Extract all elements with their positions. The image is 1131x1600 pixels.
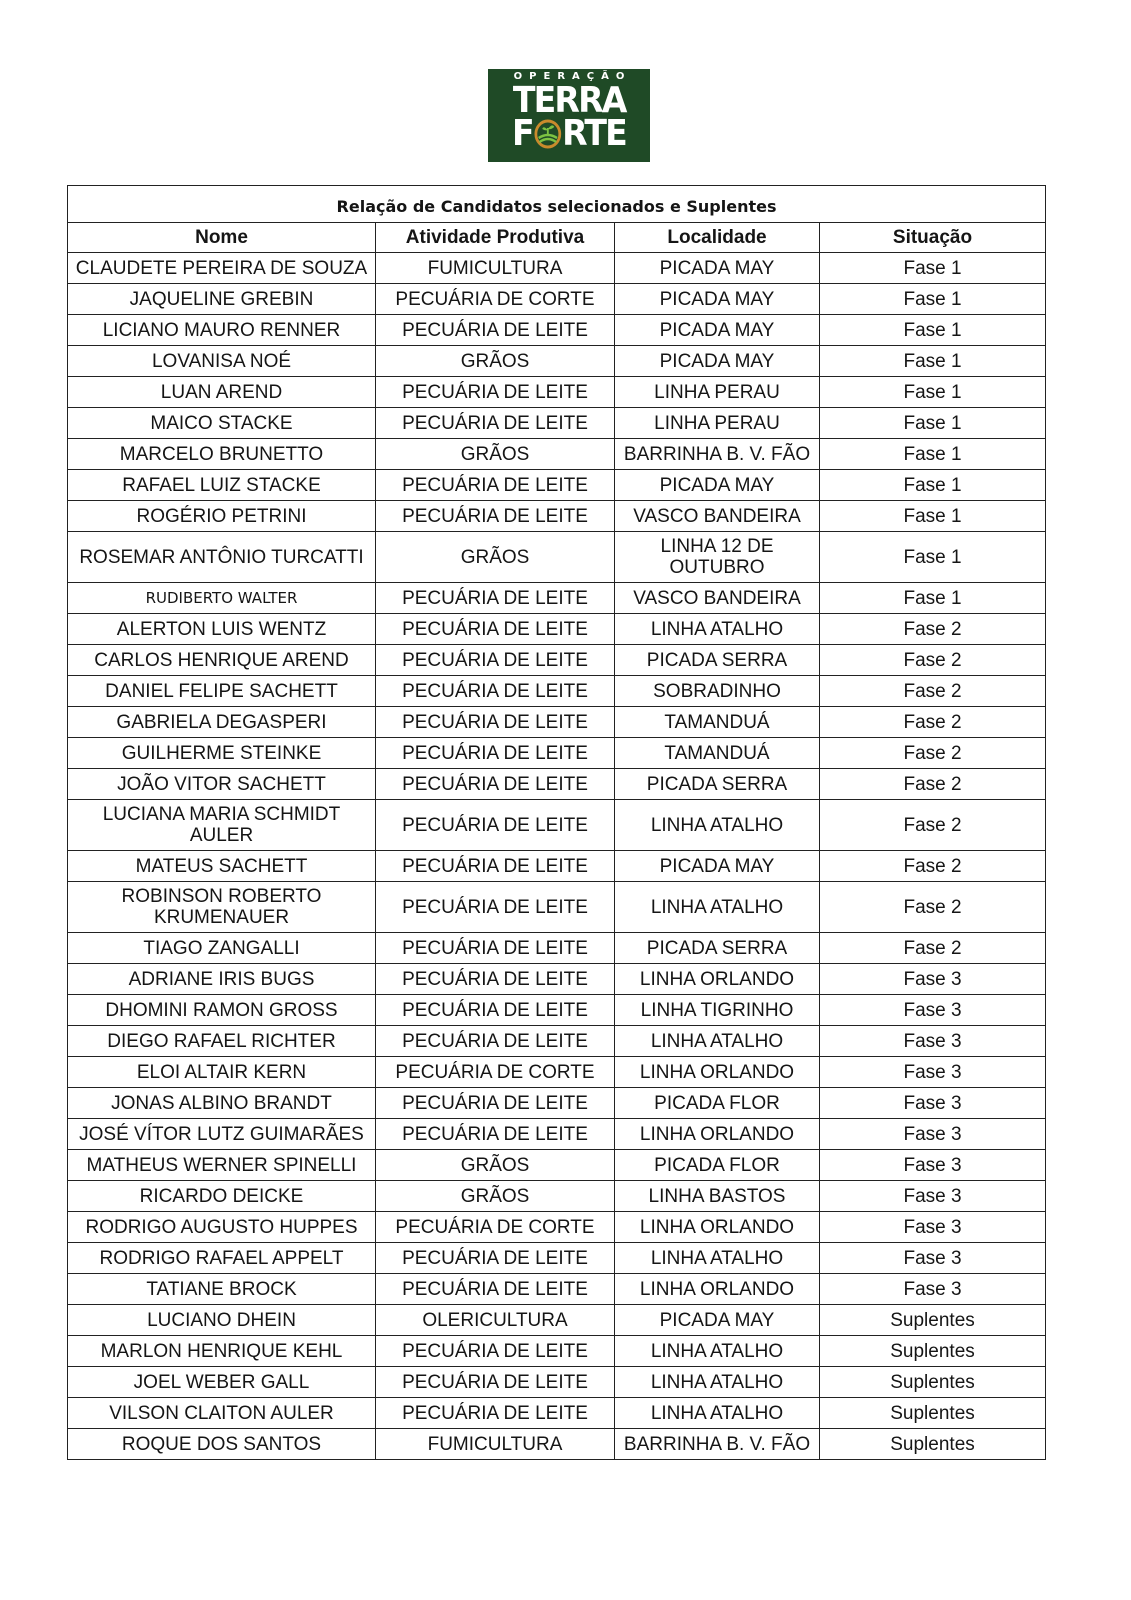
cell-nome: RODRIGO AUGUSTO HUPPES: [68, 1212, 376, 1243]
cell-atividade: PECUÁRIA DE LEITE: [376, 470, 615, 501]
candidates-table-container: [67, 185, 1045, 1460]
cell-localidade: VASCO BANDEIRA: [615, 501, 820, 532]
table-row: [68, 851, 1046, 882]
cell-localidade: PICADA MAY: [615, 1305, 820, 1336]
cell-localidade: LINHA ATALHO: [615, 1026, 820, 1057]
cell-localidade: BARRINHA B. V. FÃO: [615, 1429, 820, 1460]
table-caption: Relação de Candidatos selecionados e Suplentes: [68, 186, 1046, 223]
table-header-row: [68, 223, 1046, 253]
cell-localidade: TAMANDUÁ: [615, 738, 820, 769]
cell-situacao: Fase 2: [820, 614, 1046, 645]
cell-atividade: PECUÁRIA DE LEITE: [376, 769, 615, 800]
cell-localidade: PICADA SERRA: [615, 933, 820, 964]
cell-situacao: Fase 3: [820, 995, 1046, 1026]
cell-atividade: PECUÁRIA DE LEITE: [376, 738, 615, 769]
cell-atividade: PECUÁRIA DE LEITE: [376, 408, 615, 439]
cell-atividade: FUMICULTURA: [376, 1429, 615, 1460]
cell-nome: TATIANE BROCK: [68, 1274, 376, 1305]
cell-atividade: PECUÁRIA DE LEITE: [376, 964, 615, 995]
cell-nome: DHOMINI RAMON GROSS: [68, 995, 376, 1026]
cell-localidade: PICADA SERRA: [615, 645, 820, 676]
cell-atividade: PECUÁRIA DE LEITE: [376, 933, 615, 964]
cell-situacao: Fase 3: [820, 1119, 1046, 1150]
candidates-table: [67, 185, 1046, 1460]
cell-atividade: PECUÁRIA DE LEITE: [376, 501, 615, 532]
cell-localidade: BARRINHA B. V. FÃO: [615, 439, 820, 470]
cell-nome: JONAS ALBINO BRANDT: [68, 1088, 376, 1119]
table-row: [68, 995, 1046, 1026]
cell-nome: TIAGO ZANGALLI: [68, 933, 376, 964]
table-row: [68, 1181, 1046, 1212]
table-row: [68, 501, 1046, 532]
cell-situacao: Fase 2: [820, 851, 1046, 882]
cell-situacao: Fase 3: [820, 1212, 1046, 1243]
cell-situacao: Fase 3: [820, 1274, 1046, 1305]
cell-situacao: Fase 1: [820, 439, 1046, 470]
cell-atividade: PECUÁRIA DE LEITE: [376, 645, 615, 676]
cell-atividade: PECUÁRIA DE CORTE: [376, 1212, 615, 1243]
cell-localidade: LINHA ATALHO: [615, 1367, 820, 1398]
cell-situacao: Fase 3: [820, 1026, 1046, 1057]
cell-situacao: Fase 3: [820, 1088, 1046, 1119]
cell-situacao: Fase 2: [820, 676, 1046, 707]
cell-nome: CLAUDETE PEREIRA DE SOUZA: [68, 253, 376, 284]
cell-nome: MATEUS SACHETT: [68, 851, 376, 882]
table-row: [68, 532, 1046, 583]
cell-localidade: LINHA ATALHO: [615, 1398, 820, 1429]
cell-situacao: Suplentes: [820, 1305, 1046, 1336]
cell-atividade: PECUÁRIA DE LEITE: [376, 614, 615, 645]
cell-nome: LUCIANA MARIA SCHMIDT AULER: [68, 800, 376, 851]
cell-nome: GUILHERME STEINKE: [68, 738, 376, 769]
cell-situacao: Fase 2: [820, 769, 1046, 800]
cell-nome: ALERTON LUIS WENTZ: [68, 614, 376, 645]
cell-localidade: LINHA ORLANDO: [615, 964, 820, 995]
cell-situacao: Fase 1: [820, 253, 1046, 284]
table-row: [68, 1057, 1046, 1088]
cell-atividade: PECUÁRIA DE LEITE: [376, 315, 615, 346]
cell-localidade: LINHA ATALHO: [615, 614, 820, 645]
table-body: [68, 253, 1046, 1460]
table-row: [68, 408, 1046, 439]
cell-nome: VILSON CLAITON AULER: [68, 1398, 376, 1429]
cell-situacao: Fase 3: [820, 1057, 1046, 1088]
cell-situacao: Fase 1: [820, 346, 1046, 377]
table-row: [68, 1305, 1046, 1336]
cell-localidade: LINHA 12 DE OUTUBRO: [615, 532, 820, 583]
cell-localidade: PICADA MAY: [615, 284, 820, 315]
cell-atividade: PECUÁRIA DE LEITE: [376, 1336, 615, 1367]
table-row: [68, 346, 1046, 377]
cell-atividade: GRÃOS: [376, 1150, 615, 1181]
cell-nome: JAQUELINE GREBIN: [68, 284, 376, 315]
cell-situacao: Fase 3: [820, 1181, 1046, 1212]
cell-localidade: LINHA ATALHO: [615, 882, 820, 933]
cell-localidade: PICADA MAY: [615, 315, 820, 346]
cell-nome: ELOI ALTAIR KERN: [68, 1057, 376, 1088]
cell-localidade: LINHA ATALHO: [615, 1336, 820, 1367]
header-atividade-produtiva: Atividade Produtiva: [376, 223, 615, 253]
table-row: [68, 1274, 1046, 1305]
cell-situacao: Fase 3: [820, 1150, 1046, 1181]
cell-situacao: Fase 2: [820, 882, 1046, 933]
cell-nome: LICIANO MAURO RENNER: [68, 315, 376, 346]
cell-atividade: PECUÁRIA DE LEITE: [376, 882, 615, 933]
cell-nome: MATHEUS WERNER SPINELLI: [68, 1150, 376, 1181]
cell-localidade: LINHA ORLANDO: [615, 1119, 820, 1150]
table-row: [68, 315, 1046, 346]
table-row: [68, 284, 1046, 315]
cell-localidade: PICADA SERRA: [615, 769, 820, 800]
table-row: [68, 1336, 1046, 1367]
cell-situacao: Fase 1: [820, 501, 1046, 532]
cell-situacao: Fase 2: [820, 707, 1046, 738]
cell-localidade: LINHA PERAU: [615, 408, 820, 439]
cell-situacao: Suplentes: [820, 1367, 1046, 1398]
table-row: [68, 1088, 1046, 1119]
cell-atividade: PECUÁRIA DE LEITE: [376, 1243, 615, 1274]
cell-localidade: PICADA MAY: [615, 253, 820, 284]
cell-situacao: Fase 1: [820, 284, 1046, 315]
cell-atividade: GRÃOS: [376, 532, 615, 583]
cell-nome: DANIEL FELIPE SACHETT: [68, 676, 376, 707]
table-row: [68, 1243, 1046, 1274]
cell-atividade: PECUÁRIA DE LEITE: [376, 800, 615, 851]
cell-atividade: PECUÁRIA DE LEITE: [376, 676, 615, 707]
cell-localidade: VASCO BANDEIRA: [615, 583, 820, 614]
table-row: [68, 439, 1046, 470]
cell-situacao: Suplentes: [820, 1398, 1046, 1429]
cell-localidade: LINHA PERAU: [615, 377, 820, 408]
cell-localidade: LINHA ORLANDO: [615, 1212, 820, 1243]
logo-line-forte: [512, 113, 626, 154]
cell-atividade: PECUÁRIA DE LEITE: [376, 995, 615, 1026]
cell-nome: LOVANISA NOÉ: [68, 346, 376, 377]
cell-atividade: PECUÁRIA DE LEITE: [376, 1119, 615, 1150]
cell-nome: ADRIANE IRIS BUGS: [68, 964, 376, 995]
table-row: [68, 882, 1046, 933]
table-row: [68, 377, 1046, 408]
table-row: [68, 1119, 1046, 1150]
table-row: [68, 707, 1046, 738]
cell-situacao: Fase 3: [820, 1243, 1046, 1274]
cell-nome: ROGÉRIO PETRINI: [68, 501, 376, 532]
cell-localidade: PICADA MAY: [615, 346, 820, 377]
table-row: [68, 1150, 1046, 1181]
table-row: [68, 614, 1046, 645]
cell-atividade: PECUÁRIA DE LEITE: [376, 583, 615, 614]
cell-situacao: Suplentes: [820, 1429, 1046, 1460]
cell-atividade: FUMICULTURA: [376, 253, 615, 284]
cell-situacao: Fase 2: [820, 645, 1046, 676]
cell-localidade: LINHA ATALHO: [615, 1243, 820, 1274]
table-row: [68, 964, 1046, 995]
table-row: [68, 583, 1046, 614]
operacao-terra-forte-logo: [488, 69, 650, 162]
cell-nome: ROQUE DOS SANTOS: [68, 1429, 376, 1460]
cell-nome: JOSÉ VÍTOR LUTZ GUIMARÃES: [68, 1119, 376, 1150]
cell-nome: MAICO STACKE: [68, 408, 376, 439]
table-row: [68, 800, 1046, 851]
cell-nome: GABRIELA DEGASPERI: [68, 707, 376, 738]
logo-line-operacao: OPERAÇÃO: [513, 71, 632, 82]
logo-forte-f: F: [512, 113, 533, 154]
cell-atividade: PECUÁRIA DE LEITE: [376, 1026, 615, 1057]
cell-localidade: TAMANDUÁ: [615, 707, 820, 738]
cell-atividade: PECUÁRIA DE LEITE: [376, 851, 615, 882]
cell-nome: MARLON HENRIQUE KEHL: [68, 1336, 376, 1367]
cell-nome: RAFAEL LUIZ STACKE: [68, 470, 376, 501]
cell-localidade: PICADA FLOR: [615, 1150, 820, 1181]
header-situacao: Situação: [820, 223, 1046, 253]
table-row: [68, 769, 1046, 800]
logo-line-terra: TERRA: [512, 80, 626, 121]
cell-nome: RUDIBERTO WALTER: [68, 583, 376, 614]
cell-localidade: SOBRADINHO: [615, 676, 820, 707]
cell-localidade: LINHA ATALHO: [615, 800, 820, 851]
cell-nome: RODRIGO RAFAEL APPELT: [68, 1243, 376, 1274]
table-row: [68, 1026, 1046, 1057]
cell-situacao: Fase 3: [820, 964, 1046, 995]
cell-situacao: Fase 1: [820, 315, 1046, 346]
cell-atividade: PECUÁRIA DE LEITE: [376, 1367, 615, 1398]
cell-atividade: GRÃOS: [376, 1181, 615, 1212]
cell-situacao: Fase 1: [820, 583, 1046, 614]
cell-atividade: GRÃOS: [376, 346, 615, 377]
cell-situacao: Suplentes: [820, 1336, 1046, 1367]
cell-localidade: LINHA BASTOS: [615, 1181, 820, 1212]
cell-situacao: Fase 2: [820, 800, 1046, 851]
cell-situacao: Fase 1: [820, 532, 1046, 583]
cell-situacao: Fase 1: [820, 470, 1046, 501]
cell-atividade: PECUÁRIA DE LEITE: [376, 1398, 615, 1429]
table-row: [68, 1212, 1046, 1243]
cell-situacao: Fase 1: [820, 377, 1046, 408]
header-localidade: Localidade: [615, 223, 820, 253]
cell-nome: MARCELO BRUNETTO: [68, 439, 376, 470]
header-nome: Nome: [68, 223, 376, 253]
cell-nome: DIEGO RAFAEL RICHTER: [68, 1026, 376, 1057]
cell-nome: CARLOS HENRIQUE AREND: [68, 645, 376, 676]
cell-atividade: OLERICULTURA: [376, 1305, 615, 1336]
cell-atividade: PECUÁRIA DE LEITE: [376, 1088, 615, 1119]
cell-nome: RICARDO DEICKE: [68, 1181, 376, 1212]
table-row: [68, 1367, 1046, 1398]
cell-atividade: PECUÁRIA DE LEITE: [376, 1274, 615, 1305]
table-row: [68, 1398, 1046, 1429]
cell-nome: JOÃO VITOR SACHETT: [68, 769, 376, 800]
cell-nome: LUCIANO DHEIN: [68, 1305, 376, 1336]
cell-atividade: PECUÁRIA DE LEITE: [376, 707, 615, 738]
cell-localidade: LINHA ORLANDO: [615, 1274, 820, 1305]
table-row: [68, 253, 1046, 284]
cell-atividade: PECUÁRIA DE CORTE: [376, 284, 615, 315]
sprout-field-emblem-icon: [534, 119, 562, 149]
table-row: [68, 933, 1046, 964]
cell-localidade: LINHA ORLANDO: [615, 1057, 820, 1088]
cell-atividade: PECUÁRIA DE CORTE: [376, 1057, 615, 1088]
table-row: [68, 738, 1046, 769]
cell-atividade: PECUÁRIA DE LEITE: [376, 377, 615, 408]
table-row: [68, 676, 1046, 707]
table-row: [68, 1429, 1046, 1460]
cell-situacao: Fase 1: [820, 408, 1046, 439]
cell-nome: JOEL WEBER GALL: [68, 1367, 376, 1398]
table-row: [68, 645, 1046, 676]
logo-forte-rte: RTE: [562, 113, 626, 154]
cell-localidade: PICADA FLOR: [615, 1088, 820, 1119]
cell-localidade: PICADA MAY: [615, 851, 820, 882]
cell-situacao: Fase 2: [820, 738, 1046, 769]
cell-situacao: Fase 2: [820, 933, 1046, 964]
table-row: [68, 470, 1046, 501]
cell-nome: ROSEMAR ANTÔNIO TURCATTI: [68, 532, 376, 583]
cell-nome: ROBINSON ROBERTO KRUMENAUER: [68, 882, 376, 933]
cell-localidade: PICADA MAY: [615, 470, 820, 501]
cell-localidade: LINHA TIGRINHO: [615, 995, 820, 1026]
cell-atividade: GRÃOS: [376, 439, 615, 470]
cell-nome: LUAN AREND: [68, 377, 376, 408]
